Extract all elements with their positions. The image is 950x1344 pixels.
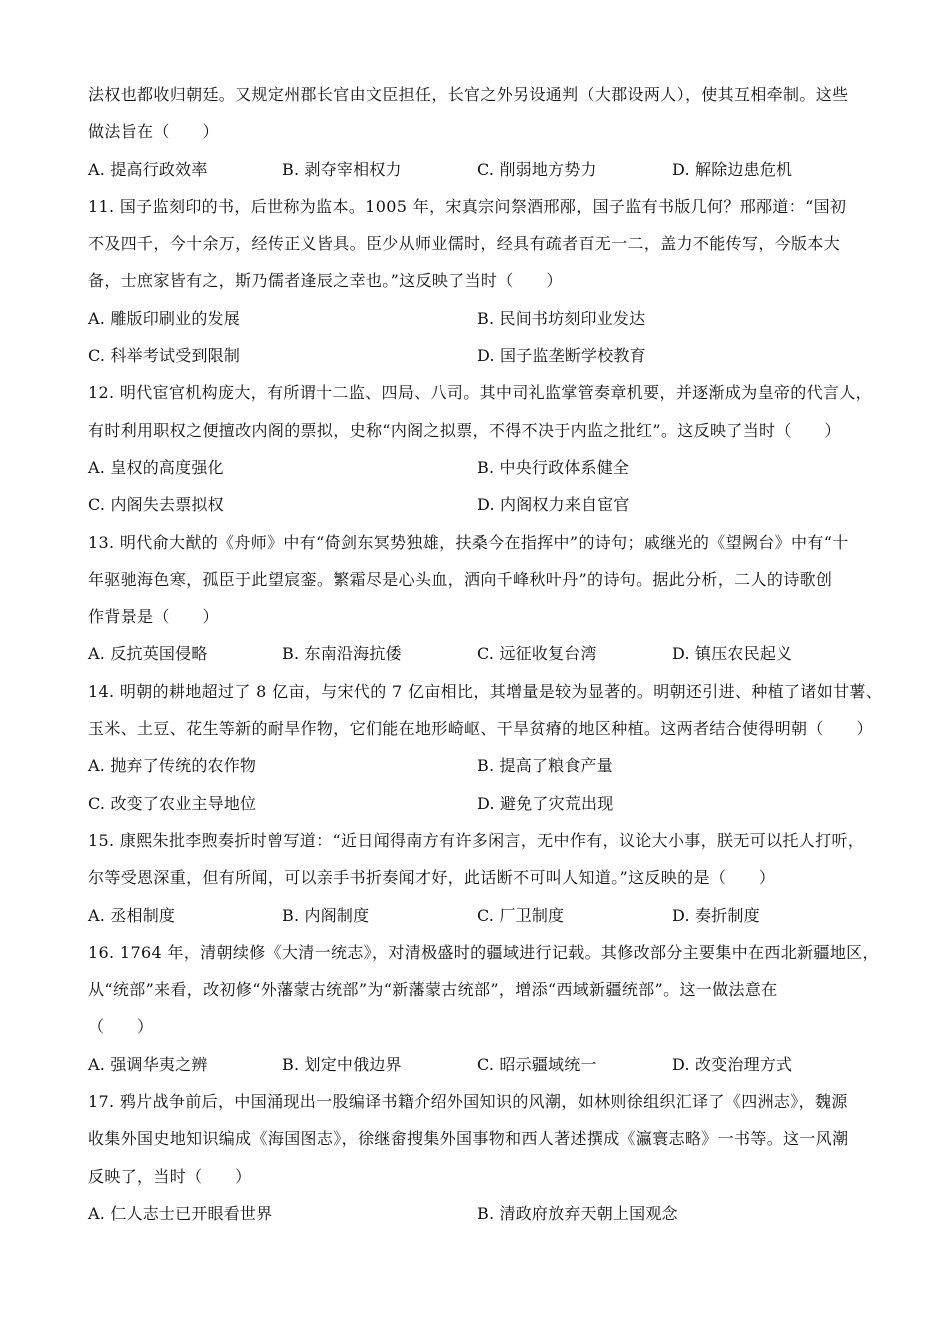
option-b: B. 民间书坊刻印业发达 — [477, 308, 646, 328]
option-d: D. 国子监垄断学校教育 — [477, 346, 646, 366]
option-d: D. 避免了灾荒出现 — [477, 793, 614, 813]
answer-options — [88, 635, 868, 672]
option-c: C. 内阁失去票拟权 — [88, 495, 224, 515]
question-stem-line: 玉米、土豆、花生等新的耐旱作物，它们能在地形崎岖、干旱贫瘠的地区种植。这两者结合使得明朝（ ） — [88, 719, 873, 739]
answer-options — [88, 151, 868, 188]
option-b: B. 内阁制度 — [282, 905, 370, 925]
option-c: C. 科举考试受到限制 — [88, 346, 241, 366]
question-stem-line: 作背景是（ ） — [88, 607, 219, 627]
question-17 — [88, 1083, 868, 1232]
answer-options — [88, 486, 868, 523]
question-stem-line: 从“统部”来看，改初修“外藩蒙古统部”为“新藩蒙古统部”，增添“西域新疆统部”。这一做法意在 — [88, 980, 778, 1000]
option-c: C. 厂卫制度 — [477, 905, 565, 925]
answer-options — [88, 747, 868, 784]
question-stem-line: 法权也都收归朝廷。又规定州郡长官由文臣担任，长官之外另设通判（大郡设两人），使其互相牵制。这些 — [88, 85, 849, 104]
option-a: A. 反抗英国侵略 — [88, 644, 208, 664]
question-stem-line: 年驱驰海色寒，孤臣于此望宸銮。繁霜尽是心头血，洒向千峰秋叶丹”的诗句。据此分析，二人的诗歌创 — [88, 569, 833, 589]
option-b: B. 东南沿海抗倭 — [282, 644, 402, 664]
option-d: D. 解除边患危机 — [672, 159, 793, 179]
question-stem-line: 反映了，当时（ ） — [88, 1166, 252, 1186]
question-stem-line: 备，士庶家皆有之，斯乃儒者逢辰之幸也。”这反映了当时（ ） — [88, 271, 563, 291]
option-a: A. 丞相制度 — [88, 905, 176, 925]
question-12 — [88, 374, 873, 523]
option-a: A. 提高行政效率 — [88, 159, 208, 179]
exam-page — [88, 76, 883, 1232]
option-d: D. 镇压农民起义 — [672, 644, 793, 664]
answer-options — [88, 300, 868, 337]
question-stem-line: 做法旨在（ ） — [88, 122, 219, 142]
question-stem-line: 不及四千，今十余万，经传正义皆具。臣少从师业儒时，经具有疏者百无一二，盖力不能传写，今版本大 — [88, 234, 841, 254]
question-stem-line: 有时利用职权之便擅改内阁的票拟，史称“内阁之拟票，不得不决于内监之批红”。这反映了当时（ ） — [88, 420, 841, 440]
question-stem-line: 17. 鸦片战争前后，中国涌现出一股编译书籍介绍外国知识的风潮，如林则徐组织汇译了《四洲志》，魏源 — [88, 1092, 848, 1112]
answer-options — [88, 337, 868, 374]
option-a: A. 强调华夷之辨 — [88, 1054, 208, 1074]
question-stem-line: 16. 1764 年，清朝续修《大清一统志》，对清极盛时的疆域进行记载。其修改部分主要集中在西北新疆地区， — [88, 942, 879, 962]
option-c: C. 削弱地方势力 — [477, 159, 597, 179]
option-b: B. 提高了粮食产量 — [477, 756, 613, 776]
question-11 — [88, 188, 868, 374]
question-10 — [88, 76, 868, 188]
option-c: C. 昭示疆域统一 — [477, 1054, 597, 1074]
question-stem-line: 15. 康熙朱批李煦奏折时曾写道：“近日闻得南方有许多闲言，无中作有，议论大小事，朕无可以托人打听， — [88, 830, 865, 850]
option-b: B. 划定中俄边界 — [282, 1054, 402, 1074]
question-14 — [88, 673, 883, 822]
answer-options — [88, 1195, 868, 1232]
question-stem-line: 11. 国子监刻印的书，后世称为监本。1005 年，宋真宗问祭酒邢邴，国子监有书版几何？邢邴道：“国初 — [88, 196, 847, 216]
option-b: B. 剥夺宰相权力 — [282, 159, 402, 179]
option-a: A. 仁人志士已开眼看世界 — [88, 1203, 273, 1223]
question-stem-line: （ ） — [88, 1017, 154, 1037]
answer-options — [88, 785, 868, 822]
option-a: A. 皇权的高度强化 — [88, 457, 224, 477]
question-stem-line: 尔等受恩深重，但有所闻，可以亲手书折奏闻才好，此话断不可叫人知道。”这反映的是（ ） — [88, 868, 776, 888]
option-c: C. 远征收复台湾 — [477, 644, 597, 664]
option-d: D. 奏折制度 — [672, 905, 760, 925]
option-c: C. 改变了农业主导地位 — [88, 793, 257, 813]
question-stem-line: 14. 明朝的耕地超过了 8 亿亩，与宋代的 7 亿亩相比，其增量是较为显著的。明朝还引进、种植了诸如甘薯、 — [88, 681, 883, 701]
question-15 — [88, 822, 868, 934]
question-stem-line: 收集外国史地知识编成《海国图志》，徐继畲搜集外国事物和西人著述撰成《瀛寰志略》一书等。这一风潮 — [88, 1129, 849, 1149]
option-d: D. 改变治理方式 — [672, 1054, 793, 1074]
option-b: B. 清政府放弃天朝上国观念 — [477, 1203, 678, 1223]
question-13 — [88, 524, 868, 673]
answer-options — [88, 897, 868, 934]
answer-options — [88, 1046, 868, 1083]
option-d: D. 内阁权力来自宦官 — [477, 495, 630, 515]
question-16 — [88, 934, 879, 1083]
answer-options — [88, 449, 868, 486]
question-stem-line: 12. 明代宦官机构庞大，有所谓十二监、四局、八司。其中司礼监掌管奏章机要，并逐渐成为皇帝的代言人， — [88, 383, 873, 403]
question-stem-line: 13. 明代俞大猷的《舟师》中有“倚剑东冥势独雄，扶桑今在指挥中”的诗句；戚继光的《望阙台》中有“十 — [88, 532, 849, 552]
option-a: A. 抛弃了传统的农作物 — [88, 756, 257, 776]
option-a: A. 雕版印刷业的发展 — [88, 308, 240, 328]
option-b: B. 中央行政体系健全 — [477, 457, 630, 477]
